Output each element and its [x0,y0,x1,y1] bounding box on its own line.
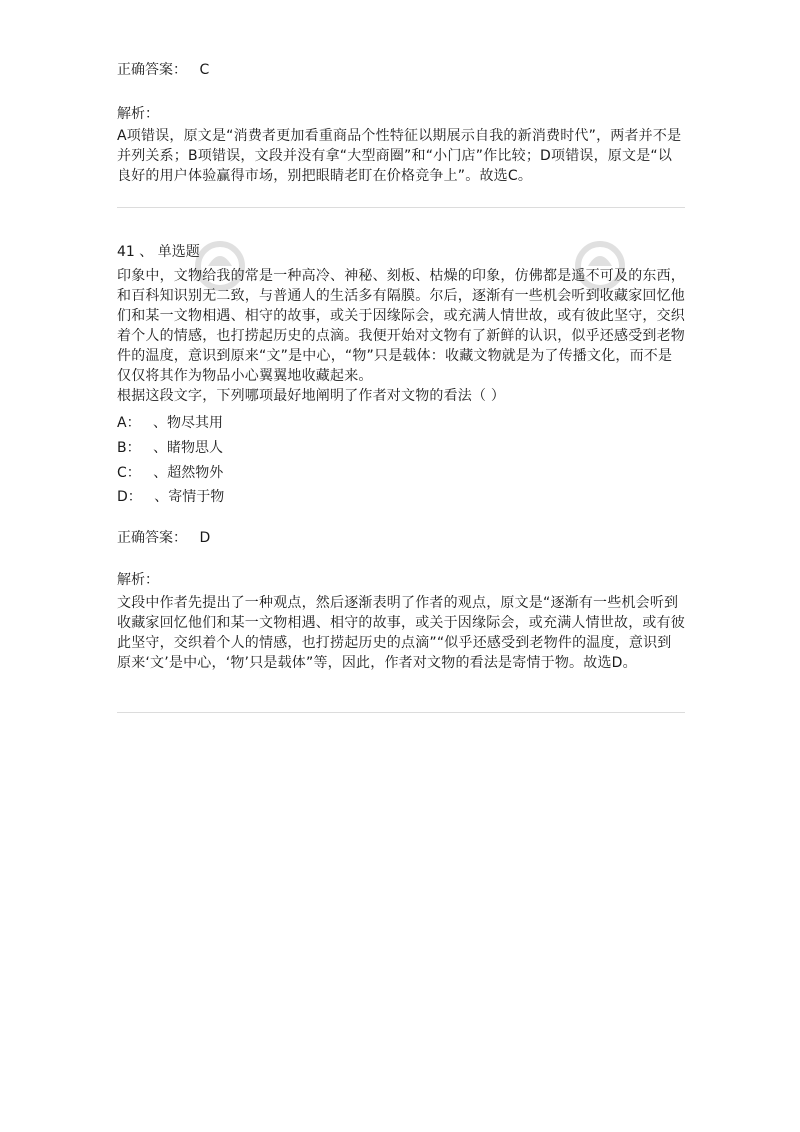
option-text: 、睹物思人 [153,440,224,456]
option-key: A： [117,415,141,431]
option-a[interactable] [117,413,223,433]
prev-answer-label: 正确答案： [117,62,187,78]
divider [117,712,685,713]
option-c[interactable] [117,463,223,483]
option-text: 、物尽其用 [153,415,224,431]
option-text: 、超然物外 [153,465,224,481]
option-b[interactable] [117,438,223,458]
prev-answer-line [117,60,209,80]
answer-line [117,528,210,548]
analysis-text: 文段中作者先提出了一种观点，然后逐渐表明了作者的观点，原文是“逐渐有一些机会听到收藏家回忆他们和某一文物相遇、相守的故事，或关于因缘际会，或充满人情世故，或有彼此坚守，交织着个人的情感，也打捞起历史的点滴”“似乎还感受到老物件的温度，意识到原来‘文’是中心，‘物’只是载体”等，因此，作者对文物的看法是寄情于物。故选D。 [117,595,685,671]
answer-value: D [199,530,211,546]
option-key: D： [117,489,142,505]
divider [117,207,685,208]
option-key: C： [117,465,141,481]
option-d[interactable] [117,487,224,507]
question-passage: 印象中，文物给我的常是一种高冷、神秘、刻板、枯燥的印象，仿佛都是遥不可及的东西，和百科知识别无二致，与普通人的生活多有隔膜。尔后，逐渐有一些机会听到收藏家回忆他们和某一文物相遇、相守的故事，或关于因缘际会，或充满人情世故，或有彼此坚守，交织着个人的情感，也打捞起历史的点滴。我便开始对文物有了新鲜的认识，似乎还感受到老物件的温度，意识到原来“文”是中心，“物”只是载体：收藏文物就是为了传播文化，而不是仅仅将其作为物品小心翼翼地收藏起来。 [117,268,685,384]
prev-answer-value: C [199,62,210,78]
option-text: 、寄情于物 [154,489,225,505]
prev-analysis-label: 解析： [117,106,159,122]
answer-label: 正确答案： [117,530,187,546]
question-header: 41 、 单选题 [117,244,200,260]
prev-analysis-text: A项错误，原文是“消费者更加看重商品个性特征以期展示自我的新消费时代”，两者并不是并列关系；B项错误，文段并没有拿“大型商圈”和“小门店”作比较；D项错误，原文是“以良好的用户体验赢得市场，别把眼睛老盯在价格竞争上”。故选C。 [117,128,682,184]
option-key: B： [117,440,141,456]
analysis-label: 解析： [117,572,159,588]
question-prompt: 根据这段文字，下列哪项最好地阐明了作者对文物的看法（ ） [117,388,506,404]
